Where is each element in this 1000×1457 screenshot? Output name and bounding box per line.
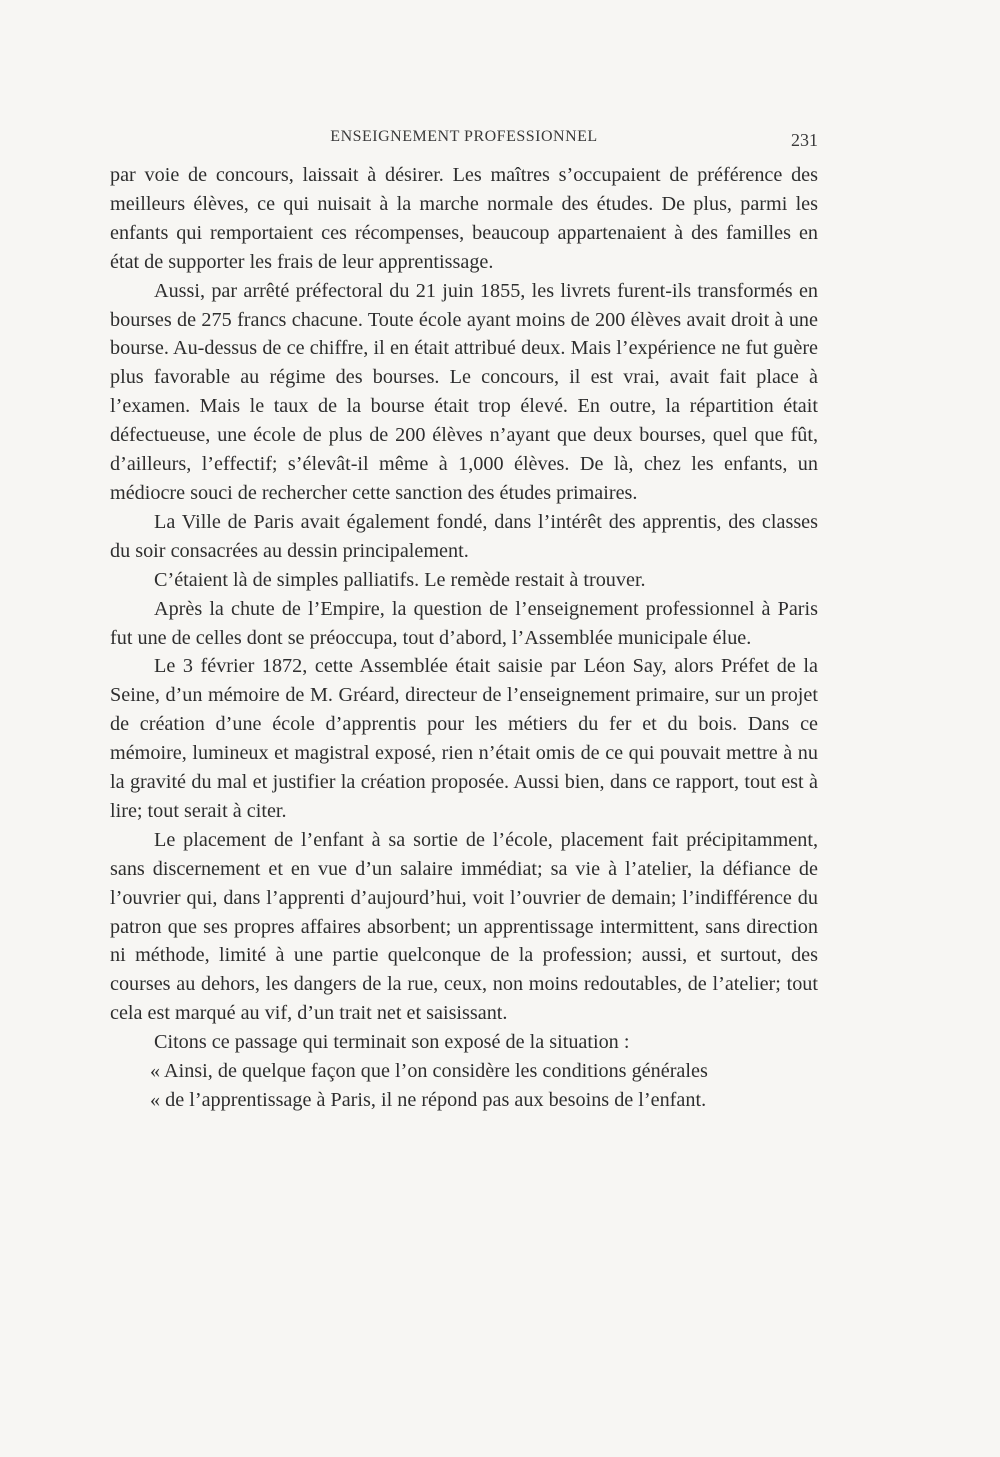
paragraph-classes-du-soir: La Ville de Paris avait également fondé, dans l’intérêt des apprentis, des classes du soir consacrées au dessin principalement. (110, 510, 818, 562)
paragraph-citons: Citons ce passage qui terminait son exposé de la situation : (154, 1031, 630, 1054)
paragraph-palliatifs: C’étaient là de simples palliatifs. Le remède restait à trouver. (154, 568, 646, 591)
quote-line: « Ainsi, de quelque façon que l’on considère les conditions générales (150, 1060, 708, 1083)
page-number: 231 (791, 130, 818, 150)
quote-line: « de l’apprentissage à Paris, il ne répond pas aux besoins de l’enfant. (150, 1089, 707, 1111)
paragraph-bourses: Aussi, par arrêté préfectoral du 21 juin 1855, les livrets furent-ils transformés en bourses de 275 francs chacune. Toute école ayant moins de 200 élèves avait droit à une bourse. Au-dessus de ce chiffre, il en était attribué deux. Mais l’expérience ne fut guère plus favorable au régime des bourses. Le concours, il est vrai, avait fait place à l’examen. Mais le taux de la bourse était trop élevé. En outre, la répartition était défectueuse, une école de plus de 200 élèves n’ayant que deux bourses, quel que fût, d’ailleurs, l’effectif; s’élevât-il même à 1,000 élèves. De là, chez les enfants, un médiocre souci de rechercher cette sanction des études primaires. (110, 279, 818, 504)
paragraph-continuation: par voie de concours, laissait à désirer. Les maîtres s’occupaient de préférence des meilleurs élèves, ce qui nuisait à la marche normale des études. De plus, parmi les enfants qui remportaient ces récompenses, beaucoup appartenaient à des familles en état de supporter les frais de leur apprentissage. (110, 164, 818, 273)
running-title: ENSEIGNEMENT PROFESSIONNEL (330, 128, 598, 145)
paragraph-placement: Le placement de l’enfant à sa sortie de l’école, placement fait précipitamment, sans discernement et en vue d’un salaire immédiat; sa vie à l’atelier, la défiance de l’ouvrier qui, dans l’apprenti d’aujourd’hui, voit l’ouvrier de demain; l’indifférence du patron que ses propres affaires absorbent; un apprentissage intermittent, sans direction ni méthode, limité à une partie quelconque de la profession; aussi, et surtout, des courses au dehors, les dangers de la rue, ceux, non moins redoutables, de l’atelier; tout cela est marqué au vif, d’un trait net et saisissant. (110, 828, 818, 1025)
paragraph-chute-empire: Après la chute de l’Empire, la question de l’enseignement professionnel à Paris fut une de celles dont se préoccupa, tout d’abord, l’Assemblée municipale élue. (110, 597, 818, 649)
paragraph-3-fevrier-1872: Le 3 février 1872, cette Assemblée était saisie par Léon Say, alors Préfet de la Seine, d’un mémoire de M. Gréard, directeur de l’enseignement primaire, sur un projet de création d’une école d’apprentis pour les métiers du fer et du bois. Dans ce mémoire, lumineux et magistral exposé, rien n’était omis de ce qui pouvait mettre à nu la gravité du mal et justifier la création proposée. Aussi bien, dans ce rapport, tout est à lire; tout serait à citer. (110, 655, 818, 822)
running-header (110, 128, 818, 152)
body-text (110, 161, 818, 1115)
